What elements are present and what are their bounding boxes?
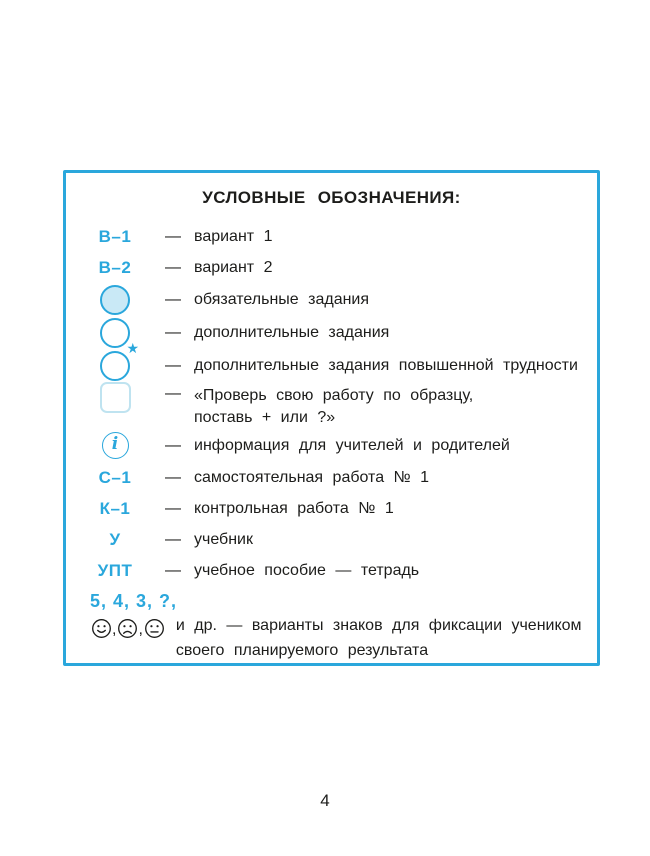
dash-separator: —: [165, 290, 181, 308]
legend-row-variant-2: [78, 252, 585, 283]
row-description-line1: и др. — варианты знаков для фиксации учеником: [175, 617, 582, 634]
textbook-label: У: [109, 529, 121, 549]
page-number: 4: [320, 791, 330, 810]
row-description: вариант 2: [194, 258, 273, 276]
row-description: [194, 385, 473, 429]
legend-title: УСЛОВНЫЕ ОБОЗНАЧЕНИЯ:: [202, 188, 461, 207]
legend-row-workbook: [78, 555, 585, 586]
workbook-label: УПТ: [97, 560, 133, 580]
smiley-icons-group: [91, 615, 165, 641]
row-description: учебное пособие — тетрадь: [194, 561, 420, 579]
dash-separator: —: [165, 530, 181, 548]
legend-row-control-work: [78, 493, 585, 524]
legend-row-info: [78, 429, 585, 462]
dash-separator: —: [165, 356, 181, 374]
neutral-face-icon: [144, 618, 165, 639]
sad-face-icon: [117, 618, 138, 639]
row-description: обязательные задания: [194, 290, 370, 308]
legend-row-result-marks: [91, 613, 585, 663]
info-icon: [102, 432, 129, 459]
row-description: дополнительные задания повышенной трудности: [194, 356, 578, 374]
dash-separator: —: [165, 385, 181, 402]
dash-separator: —: [165, 436, 181, 454]
star-icon: ★: [126, 340, 139, 357]
legend-row-check-your-work: [78, 382, 585, 429]
row-description-line1: «Проверь свою работу по образцу,: [194, 387, 474, 404]
square-checkbox-icon: [100, 382, 131, 413]
row-description-line2: своего планируемого результата: [175, 642, 429, 659]
row-description: контрольная работа № 1: [194, 499, 394, 517]
info-icon-glyph: i: [111, 434, 119, 454]
happy-face-icon: [91, 618, 112, 639]
legend-row-independent-work: [78, 462, 585, 493]
circle-with-star-icon: [100, 340, 139, 381]
dash-separator: —: [165, 323, 181, 341]
legend-row-textbook: [78, 524, 585, 555]
legend-row-additional-tasks: [78, 316, 585, 349]
dash-separator: —: [165, 561, 181, 579]
row-description: вариант 1: [194, 227, 273, 245]
variant-2-label: В–2: [98, 257, 132, 277]
smiley-separator: ,: [112, 621, 117, 638]
row-description: самостоятельная работа № 1: [194, 468, 430, 486]
legend-box: [63, 170, 600, 666]
variant-1-label: В–1: [98, 226, 132, 246]
filled-circle-icon: [100, 285, 130, 315]
grade-marks-label: 5, 4, 3, ?,: [90, 591, 178, 611]
legend-row-advanced-tasks: [78, 340, 585, 382]
dash-separator: —: [165, 227, 181, 245]
legend-row-variant-1: [78, 221, 585, 252]
row-description: дополнительные задания: [194, 323, 390, 341]
independent-work-label: С–1: [98, 467, 132, 487]
dash-separator: —: [165, 499, 181, 517]
control-work-label: К–1: [99, 498, 131, 518]
row-description: информация для учителей и родителей: [194, 436, 510, 454]
dash-separator: —: [165, 258, 181, 276]
legend-row-mandatory-tasks: [78, 283, 585, 316]
smiley-separator: ,: [138, 621, 143, 638]
row-description-line2: поставь + или ?»: [194, 409, 336, 426]
row-description: [176, 613, 582, 663]
dash-separator: —: [165, 468, 181, 486]
row-description: учебник: [194, 530, 253, 548]
